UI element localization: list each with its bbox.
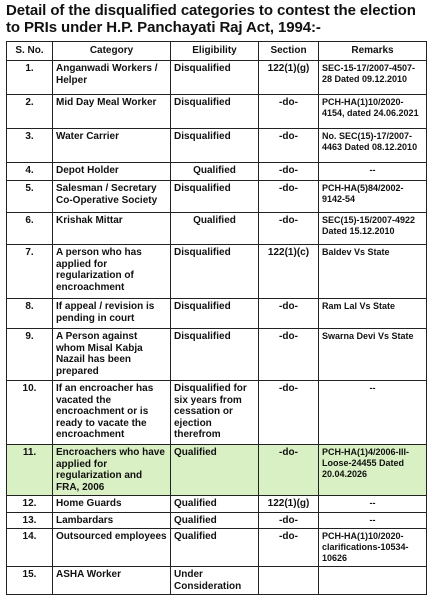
cell-category: Outsourced employees [53, 529, 171, 567]
table-row [7, 529, 427, 567]
cell-sno: 3. [7, 129, 53, 163]
header-remarks: Remarks [319, 42, 427, 61]
cell-sno: 7. [7, 245, 53, 299]
cell-sno: 15. [7, 567, 53, 595]
cell-eligibility: Disqualified [171, 299, 259, 329]
cell-section: 122(1)(g) [259, 496, 319, 513]
cell-eligibility: Disqualified for six years from cessation or ejection therefrom [171, 381, 259, 445]
cell-category: Home Guards [53, 496, 171, 513]
cell-remarks: No. SEC(15)-17/2007-4463 Dated 08.12.2010 [319, 129, 427, 163]
cell-category: A person who has applied for regularization of encroachment [53, 245, 171, 299]
cell-category: Water Carrier [53, 129, 171, 163]
cell-sno: 11. [7, 445, 53, 496]
cell-remarks: PCH-HA(1)4/2006-III-Loose-24455 Dated 20.04.2026 [319, 445, 427, 496]
table-row [7, 512, 427, 529]
cell-eligibility: Qualified [171, 213, 259, 245]
cell-category: Salesman / Secretary Co-Operative Society [53, 181, 171, 213]
cell-eligibility: Under Consideration [171, 567, 259, 595]
table-row [7, 95, 427, 129]
cell-category: If an encroacher has vacated the encroachment or is ready to vacate the encroachment [53, 381, 171, 445]
table-header [7, 42, 427, 61]
cell-section: -do- [259, 381, 319, 445]
cell-category: Anganwadi Workers / Helper [53, 61, 171, 95]
cell-remarks: SEC-15-17/2007-4507-28 Dated 09.12.2010 [319, 61, 427, 95]
cell-section: -do- [259, 299, 319, 329]
cell-category: Mid Day Meal Worker [53, 95, 171, 129]
cell-remarks: PCH-HA(1)10/2020-4154, dated 24.06.2021 [319, 95, 427, 129]
cell-category: A Person against whom Misal Kabja Nazail has been prepared [53, 329, 171, 381]
document-title: Detail of the disqualified categories to contest the election to PRIs under H.P. Panchayati Raj Act, 1994:- [6, 2, 416, 36]
cell-sno: 12. [7, 496, 53, 513]
cell-eligibility: Qualified [171, 496, 259, 513]
cell-section: -do- [259, 329, 319, 381]
cell-section: -do- [259, 512, 319, 529]
cell-eligibility: Qualified [171, 512, 259, 529]
cell-section: -do- [259, 129, 319, 163]
cell-category: Depot Holder [53, 163, 171, 181]
cell-section: -do- [259, 163, 319, 181]
table-row-highlighted [7, 445, 427, 496]
cell-section: -do- [259, 95, 319, 129]
cell-sno: 1. [7, 61, 53, 95]
table-row [7, 245, 427, 299]
cell-remarks: Ram Lal Vs State [319, 299, 427, 329]
cell-sno: 5. [7, 181, 53, 213]
table-row [7, 381, 427, 445]
cell-category: Encroachers who have applied for regularization and FRA, 2006 [53, 445, 171, 496]
cell-eligibility: Disqualified [171, 129, 259, 163]
table-row [7, 567, 427, 595]
cell-remarks: PCH-HA(1)10/2020-clarifications-10534-10626 [319, 529, 427, 567]
table-body [7, 61, 427, 595]
cell-eligibility: Disqualified [171, 245, 259, 299]
header-row [7, 42, 427, 61]
cell-sno: 9. [7, 329, 53, 381]
header-eligibility: Eligibility [171, 42, 259, 61]
table-row [7, 61, 427, 95]
cell-section [259, 567, 319, 595]
cell-category: Lambardars [53, 512, 171, 529]
cell-remarks: -- [319, 163, 427, 181]
cell-remarks: Baldev Vs State [319, 245, 427, 299]
cell-remarks: PCH-HA(5)84/2002-9142-54 [319, 181, 427, 213]
header-section: Section [259, 42, 319, 61]
cell-remarks [319, 567, 427, 595]
table-row [7, 213, 427, 245]
cell-eligibility: Disqualified [171, 61, 259, 95]
table-row [7, 181, 427, 213]
cell-remarks: SEC(15)-15/2007-4922 Dated 15.12.2010 [319, 213, 427, 245]
cell-eligibility: Qualified [171, 445, 259, 496]
cell-sno: 8. [7, 299, 53, 329]
cell-sno: 10. [7, 381, 53, 445]
cell-sno: 6. [7, 213, 53, 245]
table-row [7, 163, 427, 181]
cell-section: -do- [259, 445, 319, 496]
cell-remarks: -- [319, 381, 427, 445]
cell-category: ASHA Worker [53, 567, 171, 595]
table-row [7, 299, 427, 329]
header-sno: S. No. [7, 42, 53, 61]
cell-remarks: -- [319, 496, 427, 513]
cell-category: Krishak Mittar [53, 213, 171, 245]
cell-section: 122(1)(c) [259, 245, 319, 299]
cell-sno: 14. [7, 529, 53, 567]
table-row [7, 129, 427, 163]
categories-table [6, 41, 427, 595]
header-category: Category [53, 42, 171, 61]
cell-eligibility: Qualified [171, 529, 259, 567]
cell-sno: 2. [7, 95, 53, 129]
table-row [7, 496, 427, 513]
cell-eligibility: Disqualified [171, 95, 259, 129]
cell-section: -do- [259, 529, 319, 567]
cell-eligibility: Qualified [171, 163, 259, 181]
cell-remarks: -- [319, 512, 427, 529]
cell-section: -do- [259, 181, 319, 213]
cell-section: -do- [259, 213, 319, 245]
cell-eligibility: Disqualified [171, 181, 259, 213]
table-row [7, 329, 427, 381]
cell-category: If appeal / revision is pending in court [53, 299, 171, 329]
cell-remarks: Swarna Devi Vs State [319, 329, 427, 381]
cell-eligibility: Disqualified [171, 329, 259, 381]
cell-section: 122(1)(g) [259, 61, 319, 95]
cell-sno: 13. [7, 512, 53, 529]
cell-sno: 4. [7, 163, 53, 181]
